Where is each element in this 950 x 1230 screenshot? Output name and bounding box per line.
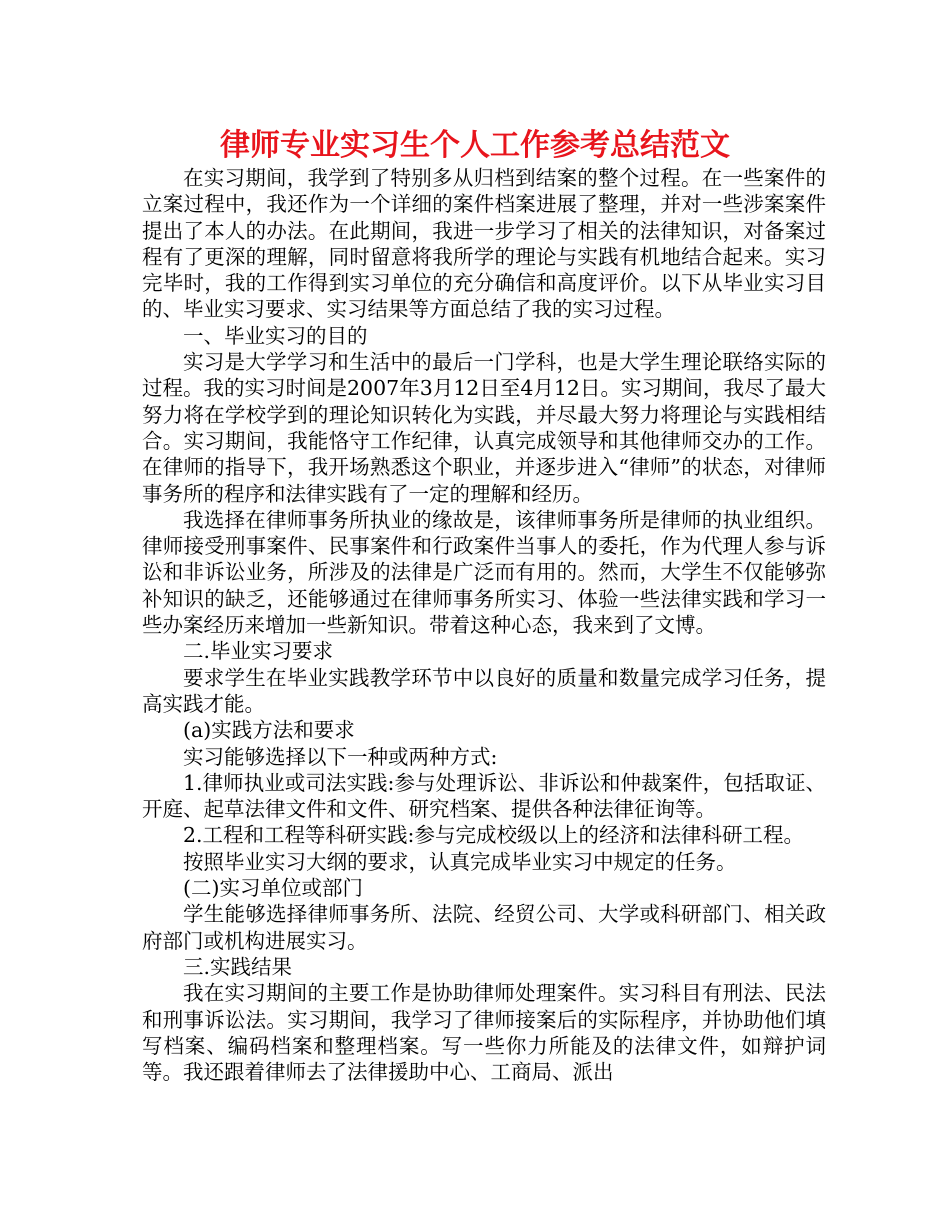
paragraph-intro: 在实习期间，我学到了特别多从归档到结案的整个过程。在一些案件的立案过程中，我还作为一个详细的案件档案进展了整理，并对一些涉案案件提出了本人的办法。在此期间，我进一步学习了相关的法律知识，对备案过程有了更深的理解，同时留意将我所学的理论与实践有机地结合起来。实习完毕时，我的工作得到实习单位的充分确信和高度评价。以下从毕业实习目的、毕业实习要求、实习结果等方面总结了我的实习过程。: [142, 166, 826, 322]
section-heading-purpose: 一、毕业实习的目的: [183, 323, 368, 348]
paragraph-units: 学生能够选择律师事务所、法院、经贸公司、大学或科研部门、相关政府部门或机构进展实习。: [142, 902, 826, 953]
subheading-units: (二)实习单位或部门: [183, 876, 363, 901]
list-item-method-2: 2.工程和工程等科研实践:参与完成校级以上的经济和法律科研工程。: [183, 823, 804, 848]
paragraph-results: 我在实习期间的主要工作是协助律师处理案件。实习科目有刑法、民法和刑事诉讼法。实习期间，我学习了律师接案后的实际程序，并协助他们填写档案、编码档案和整理档案。写一些你力所能及的法律文件，如辩护词等。我还跟着律师去了法律援助中心、工商局、派出: [142, 981, 826, 1085]
document-title: 律师专业实习生个人工作参考总结范文: [220, 128, 730, 163]
subheading-methods: (a)实践方法和要求: [183, 718, 355, 743]
section-heading-requirements: 二.毕业实习要求: [183, 639, 334, 664]
paragraph-requirements: 要求学生在毕业实践教学环节中以良好的质量和数量完成学习任务，提高实践才能。: [142, 665, 826, 716]
paragraph-reason: 我选择在律师事务所执业的缘故是，该律师事务所是律师的执业组织。律师接受刑事案件、民事案件和行政案件当事人的委托，作为代理人参与诉讼和非诉讼业务，所涉及的法律是广泛而有用的。然而，大学生不仅能够弥补知识的缺乏，还能够通过在律师事务所实习、体验一些法律实践和学习一些办案经历来增加一些新知识。带着这种心态，我来到了文博。: [142, 507, 826, 638]
paragraph-tasks: 按照毕业实习大纲的要求，认真完成毕业实习中规定的任务。: [183, 849, 737, 874]
document-body: [142, 165, 826, 1085]
paragraph-purpose: 实习是大学学习和生活中的最后一门学科，也是大学生理论联络实际的过程。我的实习时间是2007年3月12日至4月12日。实习期间，我尽了最大努力将在学校学到的理论知识转化为实践，并尽最大努力将理论与实践相结合。实习期间，我能恪守工作纪律，认真完成领导和其他律师交办的工作。在律师的指导下，我开场熟悉这个职业，并逐步进入“律师”的状态，对律师事务所的程序和法律实践有了一定的理解和经历。: [142, 350, 826, 506]
section-heading-results: 三.实践结果: [183, 954, 293, 979]
paragraph-methods-intro: 实习能够选择以下一种或两种方式:: [183, 744, 498, 769]
list-item-method-1: 1.律师执业或司法实践:参与处理诉讼、非诉讼和仲裁案件，包括取证、开庭、起草法律文件和文件、研究档案、提供各种法律征询等。: [142, 770, 826, 822]
